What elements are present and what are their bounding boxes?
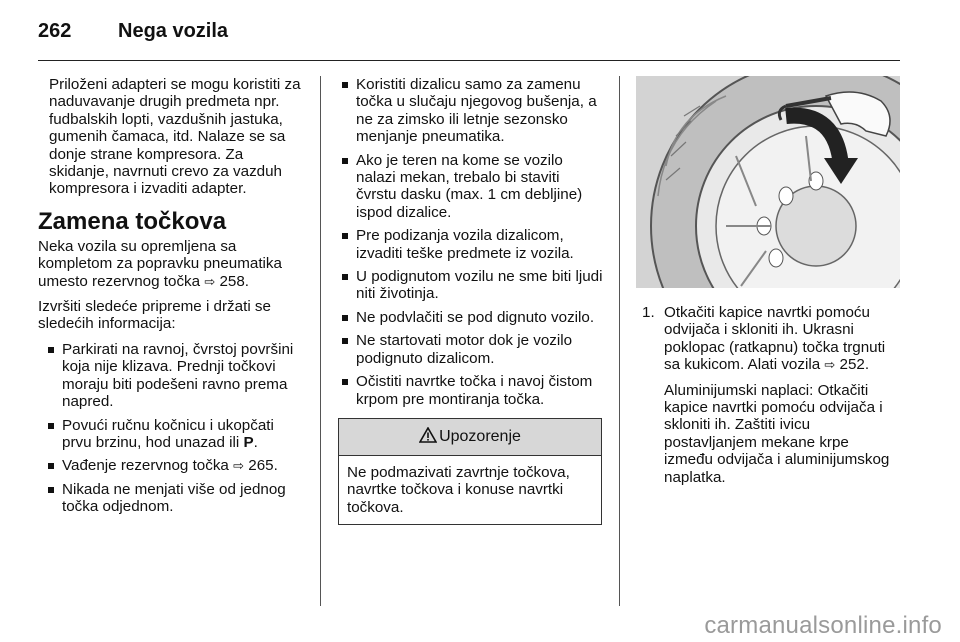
wheel-cover-illustration <box>636 76 900 288</box>
list-item: Ne podvlačiti se pod dignuto vozilo. <box>338 309 604 326</box>
header-divider <box>38 60 900 61</box>
page-header <box>38 14 900 54</box>
bullet-icon <box>48 487 54 493</box>
list-item: Koristiti dizalicu samo za zamenu točka u slučaju njegovog bušenja, a ne za zimsko ili letnje sezonsko menjanje pneumatika. <box>338 76 604 146</box>
column-1 <box>38 76 306 522</box>
paragraph: Neka vozila su opremljena sa kompletom za popravku pneumatika umesto rezervnog točka ⇨ 258. <box>38 237 282 290</box>
bullet-icon <box>342 274 348 280</box>
bullet-list <box>338 76 604 408</box>
list-item: Povući ručnu kočnicu i ukopčati prvu brzinu, hod unazad ili P. <box>44 417 306 452</box>
warning-text: Ne podmazivati zavrtnje točkova, navrtke točkova i konuse navrtki točkova. <box>347 463 570 516</box>
step-text: Otkačiti kapice navrtki pomoću odvijača i skloniti ih. Ukrasni poklopac (ratkapnu) točka trgnuti sa kukicom. Alati vozila ⇨ 252. <box>664 304 886 374</box>
page-number: 262 <box>38 20 72 42</box>
column-divider <box>320 76 321 606</box>
bullet-icon <box>342 158 348 164</box>
arrow-right-icon: ⇨ <box>233 458 245 474</box>
intro-paragraph: Priloženi adapteri se mogu koristiti za naduvavanje drugih predmeta npr. fudbalskih lopti, vazdušnih jastuka, gumenih čamaca, itd. Nalaze se sa donje strane kompresora. Za skidanje, navrnuti crevo za vazduh kompresora i izvaditi adapter. <box>49 76 301 198</box>
page-title: Nega vozila <box>118 20 229 42</box>
column-2 <box>338 76 604 525</box>
bullet-icon <box>48 347 54 353</box>
instruction-steps <box>636 304 902 486</box>
bullet-icon <box>48 423 54 429</box>
column-3 <box>636 76 902 494</box>
section-heading: Zamena točkova <box>38 207 227 235</box>
bullet-icon <box>342 379 348 385</box>
cross-reference-link[interactable]: 258. <box>219 272 250 290</box>
list-item: U podignutom vozilu ne sme biti ljudi niti životinja. <box>338 268 604 303</box>
bullet-icon <box>342 338 348 344</box>
cross-reference-link[interactable]: 265. <box>248 457 278 475</box>
warning-triangle-icon <box>419 427 437 443</box>
list-item: Očistiti navrtke točka i navoj čistom krpom pre montiranja točka. <box>338 373 604 408</box>
watermark: carmanualsonline.info <box>704 612 942 639</box>
wheel-illustration-image <box>636 76 900 288</box>
step-item <box>636 304 902 486</box>
bullet-icon <box>342 315 348 321</box>
list-item: Vađenje rezervnog točka ⇨ 265. <box>44 457 306 474</box>
bullet-list <box>38 341 306 516</box>
step-subparagraph: Aluminijumski naplaci: Otkačiti kapice navrtki pomoću odvijača i skloniti ih. Zaštiti ivicu postavljanjem mekane krpe između odvijača i aluminijumskog naplatka. <box>664 381 890 486</box>
list-item: Pre podizanja vozila dizalicom, izvaditi teške predmete iz vozila. <box>338 227 604 262</box>
warning-box <box>338 418 602 525</box>
bullet-icon <box>342 233 348 239</box>
arrow-right-icon: ⇨ <box>824 357 836 373</box>
warning-header <box>339 419 601 456</box>
bullet-icon <box>48 463 54 469</box>
bullet-icon <box>342 82 348 88</box>
list-item: Parkirati na ravnoj, čvrstoj površini koja nije klizava. Prednji točkovi moraju biti podešeni ravno prema napred. <box>44 341 306 411</box>
column-divider <box>619 76 620 606</box>
paragraph: Izvršiti sledeće pripreme i držati se sledećih informacija: <box>38 298 271 333</box>
cross-reference-link[interactable]: 252. <box>839 356 870 374</box>
step-number: 1. <box>642 304 655 321</box>
list-item: Ako je teren na kome se vozilo nalazi mekan, trebalo bi staviti čvrstu dasku (max. 1 cm debljine) ispod dizalice. <box>338 152 604 222</box>
list-item: Ne startovati motor dok je vozilo podignuto dizalicom. <box>338 332 604 367</box>
list-item: Nikada ne menjati više od jednog točka odjednom. <box>44 481 306 516</box>
arrow-right-icon: ⇨ <box>204 273 216 289</box>
warning-title: Upozorenje <box>439 427 521 445</box>
